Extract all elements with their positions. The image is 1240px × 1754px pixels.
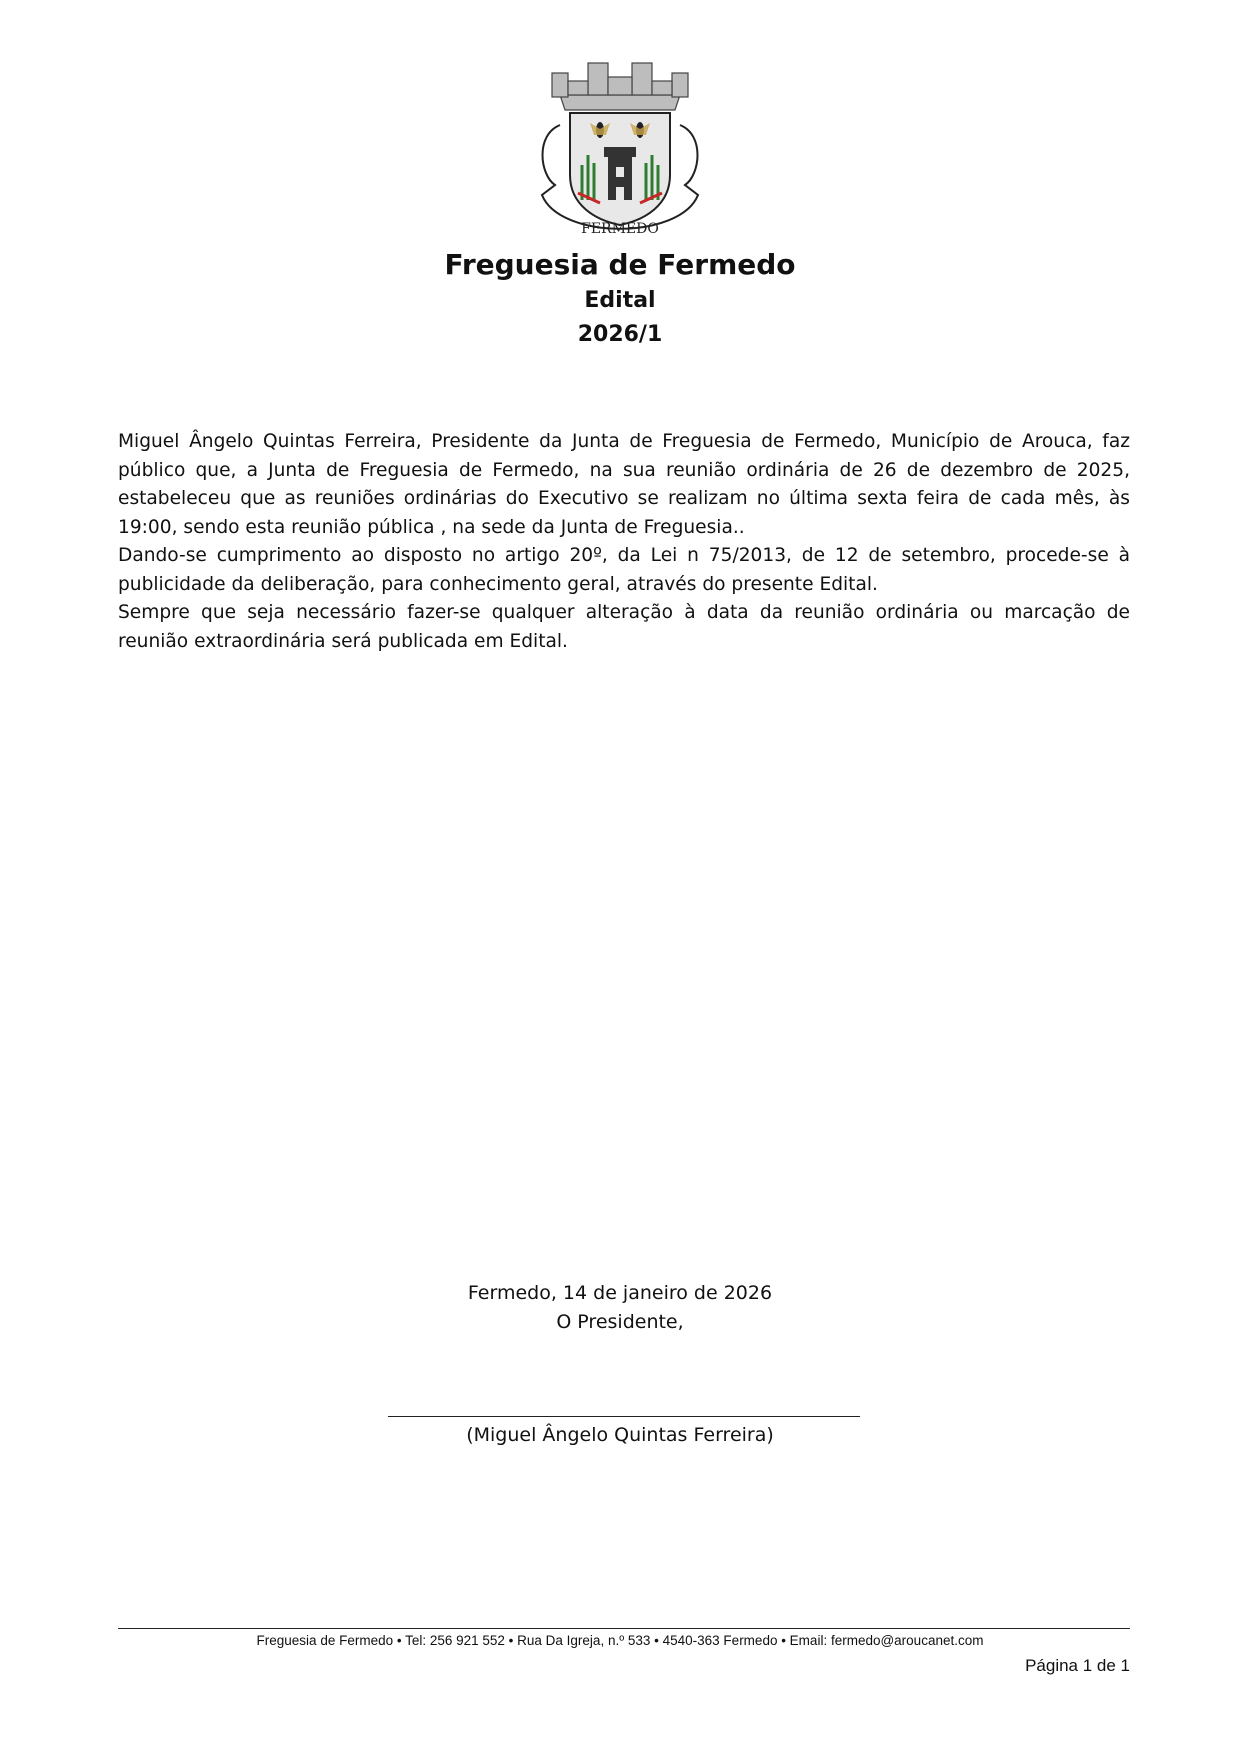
document-title: Freguesia de Fermedo — [444, 248, 796, 281]
footer-contact: Freguesia de Fermedo • Tel: 256 921 552 • Rua Da Igreja, n.º 533 • 4540-363 Fermedo • Email: fermedo@aroucanet.com — [256, 1633, 984, 1648]
signature-line — [388, 1416, 860, 1417]
document-number: 2026/1 — [577, 322, 663, 347]
page-number: Página 1 de 1 — [1025, 1656, 1130, 1675]
document-body — [118, 428, 1130, 656]
tower-icon — [604, 147, 636, 200]
body-paragraph: Sempre que seja necessário fazer-se qualquer alteração à data da reunião ordinária ou marcação de reunião extraordinária será publicada em Edital. — [118, 602, 1130, 652]
mural-crown-icon — [552, 63, 688, 110]
place-date: Fermedo, 14 de janeiro de 2026 — [467, 1282, 773, 1304]
body-paragraph: Dando-se cumprimento ao disposto no artigo 20º, da Lei n 75/2013, de 12 de setembro, procede-se à publicidade da deliberação, para conhecimento geral, através do presente Edital. — [118, 545, 1130, 595]
body-paragraph: Miguel Ângelo Quintas Ferreira, Presidente da Junta de Freguesia de Fermedo, Município de Arouca, faz público que, a Junta de Freguesia de Fermedo, na sua reunião ordinária de 26 de dezembro de 2025, estabeleceu que as reuniões ordinárias do Executivo se realizam no última sexta feira de cada mês, às 19:00, sendo esta reunião pública , na sede da Junta de Freguesia.. — [118, 431, 1130, 538]
document-type: Edital — [584, 288, 656, 313]
footer-divider — [118, 1628, 1130, 1629]
signer-role: O Presidente, — [556, 1311, 684, 1333]
svg-text:FERMEDO: FERMEDO — [581, 221, 659, 237]
coat-of-arms-logo — [530, 55, 710, 240]
signer-name: (Miguel Ângelo Quintas Ferreira) — [466, 1424, 774, 1446]
